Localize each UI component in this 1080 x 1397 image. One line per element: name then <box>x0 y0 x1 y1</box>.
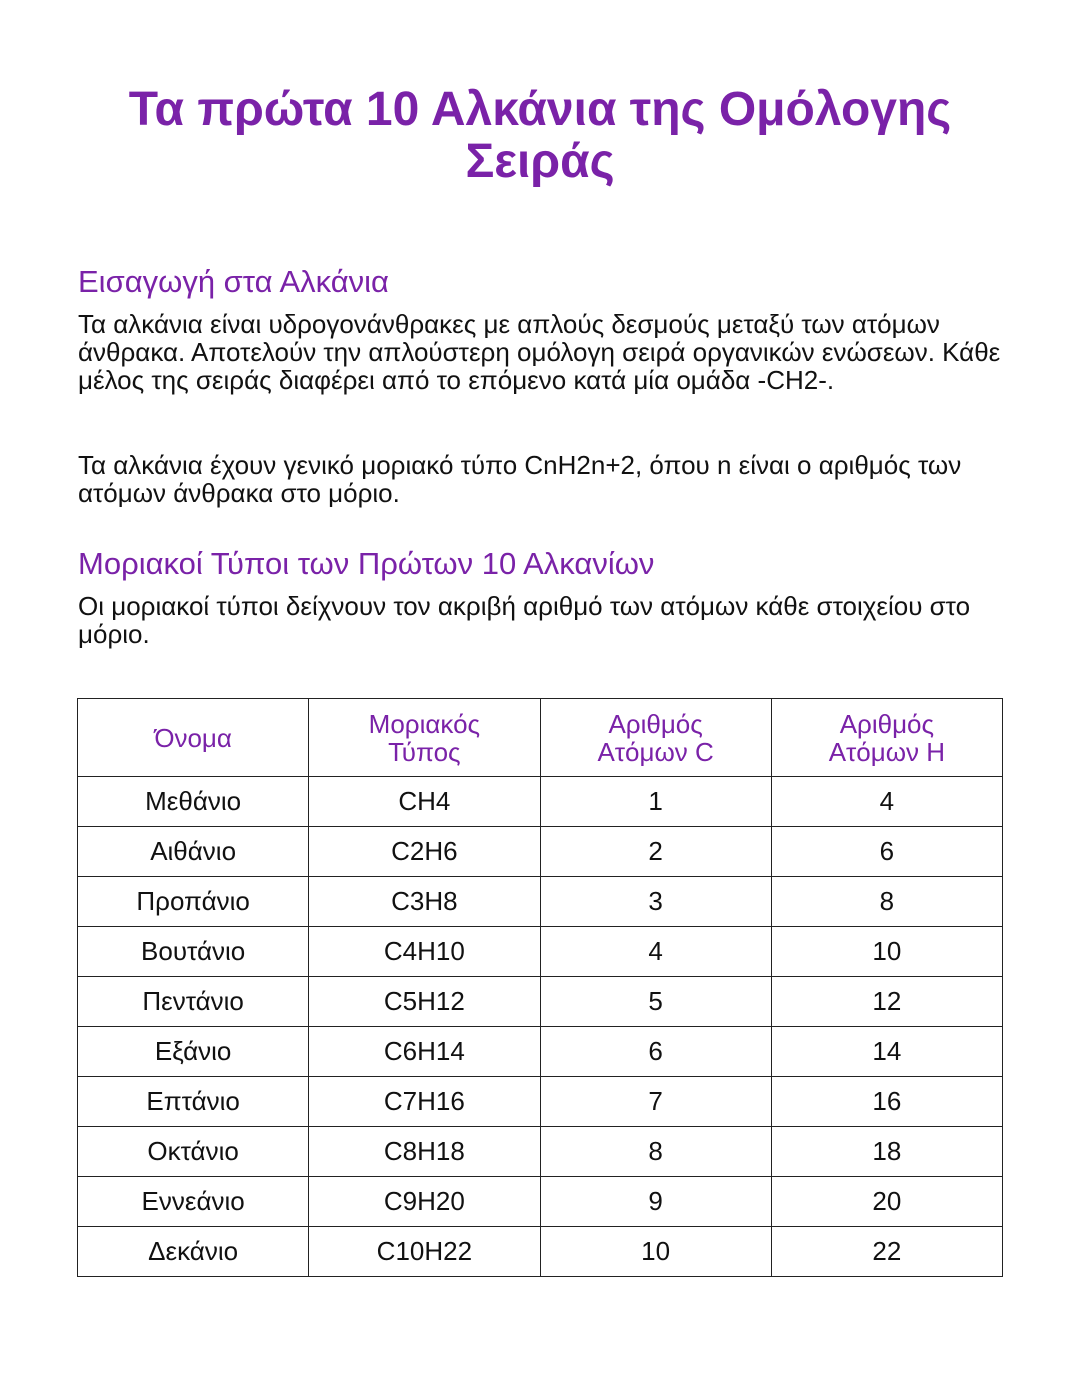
page-title <box>90 84 990 188</box>
cell-carbon-count: 5 <box>540 977 771 1027</box>
cell-formula: C4H10 <box>309 927 540 977</box>
cell-formula: CH4 <box>309 777 540 827</box>
cell-carbon-count: 7 <box>540 1077 771 1127</box>
formulas-heading: Μοριακοί Τύποι των Πρώτων 10 Αλκανίων <box>78 546 655 581</box>
cell-name: Δεκάνιο <box>78 1227 309 1277</box>
cell-formula: C9H20 <box>309 1177 540 1227</box>
page-title-line-1: Τα πρώτα 10 Αλκάνια της Ομόλογης <box>128 83 952 136</box>
header-hydrogen-count <box>771 699 1002 777</box>
cell-formula: C10H22 <box>309 1227 540 1277</box>
cell-name: Εννεάνιο <box>78 1177 309 1227</box>
table-row <box>78 777 1003 827</box>
intro-paragraph-1: Τα αλκάνια είναι υδρογονάνθρακες με απλούς δεσμούς μεταξύ των ατόμων άνθρακα. Αποτελούν την απλούστερη ομόλογη σειρά οργανικών ενώσεων. Κάθε μέλος της σειράς διαφέρει από το επόμενο κατά μία ομάδα -CH2-. <box>78 309 1001 395</box>
cell-carbon-count: 6 <box>540 1027 771 1077</box>
table-row <box>78 927 1003 977</box>
cell-hydrogen-count: 12 <box>771 977 1002 1027</box>
cell-hydrogen-count: 6 <box>771 827 1002 877</box>
header-formula-line-2: Τύπος <box>388 736 461 767</box>
cell-hydrogen-count: 20 <box>771 1177 1002 1227</box>
cell-carbon-count: 2 <box>540 827 771 877</box>
table-row <box>78 1227 1003 1277</box>
cell-name: Αιθάνιο <box>78 827 309 877</box>
cell-hydrogen-count: 16 <box>771 1077 1002 1127</box>
cell-formula: C8H18 <box>309 1127 540 1177</box>
header-carbon-count <box>540 699 771 777</box>
table-row <box>78 1177 1003 1227</box>
cell-name: Πεντάνιο <box>78 977 309 1027</box>
cell-carbon-count: 8 <box>540 1127 771 1177</box>
cell-name: Οκτάνιο <box>78 1127 309 1177</box>
header-hydrogen-line-1: Αριθμός <box>839 708 935 739</box>
cell-hydrogen-count: 22 <box>771 1227 1002 1277</box>
header-name-label: Όνομα <box>154 722 232 753</box>
cell-formula: C2H6 <box>309 827 540 877</box>
cell-formula: C7H16 <box>309 1077 540 1127</box>
cell-hydrogen-count: 4 <box>771 777 1002 827</box>
formulas-paragraph: Οι μοριακοί τύποι δείχνουν τον ακριβή αριθμό των ατόμων κάθε στοιχείου στο μόριο. <box>78 591 971 649</box>
page-title-line-2: Σειράς <box>465 135 615 188</box>
header-carbon-line-2: Ατόμων C <box>597 736 714 767</box>
alkanes-table <box>77 698 1003 1277</box>
header-formula <box>309 699 540 777</box>
intro-heading: Εισαγωγή στα Αλκάνια <box>78 264 389 299</box>
header-formula-line-1: Μοριακός <box>368 708 481 739</box>
table-row <box>78 877 1003 927</box>
cell-name: Επτάνιο <box>78 1077 309 1127</box>
cell-hydrogen-count: 14 <box>771 1027 1002 1077</box>
cell-carbon-count: 9 <box>540 1177 771 1227</box>
header-hydrogen-line-2: Ατόμων H <box>828 736 946 767</box>
cell-name: Μεθάνιο <box>78 777 309 827</box>
cell-name: Βουτάνιο <box>78 927 309 977</box>
cell-name: Εξάνιο <box>78 1027 309 1077</box>
cell-hydrogen-count: 10 <box>771 927 1002 977</box>
intro-paragraph-2: Τα αλκάνια έχουν γενικό μοριακό τύπο CnH2n+2, όπου n είναι ο αριθμός των ατόμων άνθρακα στο μόριο. <box>78 450 962 508</box>
table-row <box>78 827 1003 877</box>
cell-name: Προπάνιο <box>78 877 309 927</box>
table-row <box>78 977 1003 1027</box>
table-header-row <box>78 699 1003 777</box>
cell-carbon-count: 1 <box>540 777 771 827</box>
table-row <box>78 1027 1003 1077</box>
cell-carbon-count: 4 <box>540 927 771 977</box>
cell-hydrogen-count: 8 <box>771 877 1002 927</box>
table-row <box>78 1077 1003 1127</box>
cell-carbon-count: 10 <box>540 1227 771 1277</box>
table-row <box>78 1127 1003 1177</box>
cell-formula: C5H12 <box>309 977 540 1027</box>
cell-formula: C6H14 <box>309 1027 540 1077</box>
header-carbon-line-1: Αριθμός <box>608 708 703 739</box>
cell-hydrogen-count: 18 <box>771 1127 1002 1177</box>
cell-carbon-count: 3 <box>540 877 771 927</box>
header-name <box>78 699 309 777</box>
cell-formula: C3H8 <box>309 877 540 927</box>
